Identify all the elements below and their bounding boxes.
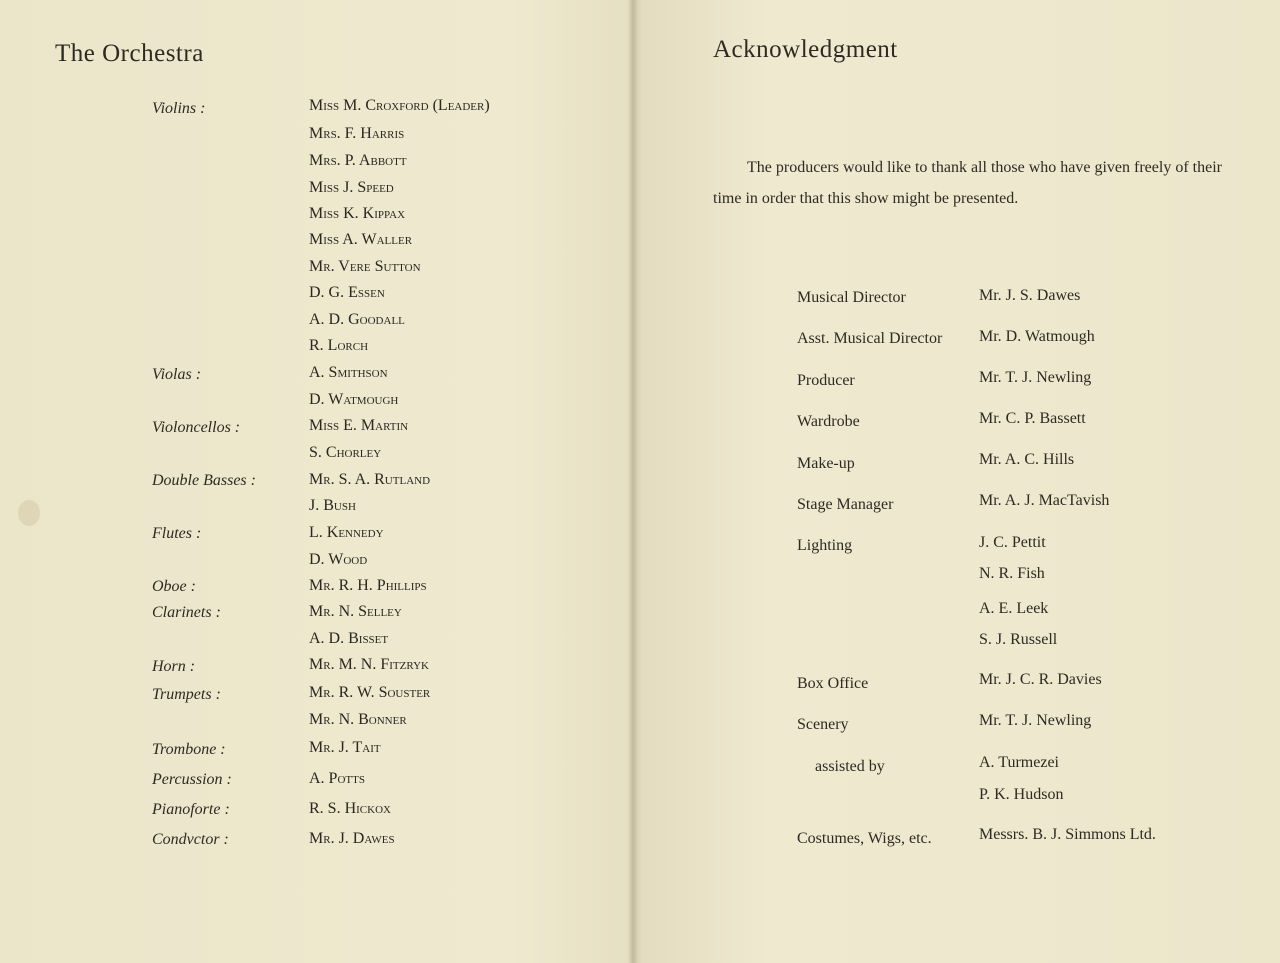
section-label: Percussion : xyxy=(152,771,232,788)
player-name: Mr. R. H. Phillips xyxy=(309,577,427,594)
section-label: Trombone : xyxy=(152,741,226,758)
credit-name: J. C. Pettit xyxy=(979,534,1046,551)
player-name: Mr. N. Bonner xyxy=(309,711,407,728)
credit-role: Asst. Musical Director xyxy=(797,330,943,347)
player-name: R. Lorch xyxy=(309,337,369,354)
section-label: Flutes : xyxy=(152,525,202,542)
player-name: R. S. Hickox xyxy=(309,800,391,817)
player-name: Mr. N. Selley xyxy=(309,603,402,620)
section-label: Double Basses : xyxy=(152,472,256,489)
acknowledgment-title: Acknowledgment xyxy=(713,36,898,63)
player-name: A. Potts xyxy=(309,770,365,787)
credit-name: Mr. J. C. R. Davies xyxy=(979,671,1102,688)
player-name: Mr. Vere Sutton xyxy=(309,258,421,275)
player-name: Miss M. Croxford (Leader) xyxy=(309,97,490,114)
player-name: Mrs. P. Abbott xyxy=(309,152,407,169)
credit-name: Mr. T. J. Newling xyxy=(979,712,1092,729)
credit-name: A. E. Leek xyxy=(979,600,1049,617)
section-label: Violins : xyxy=(152,100,206,117)
credit-role: Scenery xyxy=(797,716,849,733)
player-name: A. D. Goodall xyxy=(309,311,405,328)
credit-role: Lighting xyxy=(797,537,853,554)
credit-role: Wardrobe xyxy=(797,413,860,430)
player-name: Mr. J. Tait xyxy=(309,739,381,756)
credit-role: Costumes, Wigs, etc. xyxy=(797,830,932,847)
credit-name: S. J. Russell xyxy=(979,631,1058,648)
credit-role: assisted by xyxy=(815,758,885,775)
player-name: J. Bush xyxy=(309,497,356,514)
credit-name: Mr. A. J. MacTavish xyxy=(979,492,1110,509)
credit-role: Box Office xyxy=(797,675,869,692)
orchestra-title: The Orchestra xyxy=(55,40,204,67)
credit-name: N. R. Fish xyxy=(979,565,1045,582)
player-name: D. Watmough xyxy=(309,391,399,408)
credit-name: Mr. A. C. Hills xyxy=(979,451,1075,468)
section-label: Violoncellos : xyxy=(152,419,241,436)
section-label: Clarinets : xyxy=(152,604,221,621)
player-name: Miss E. Martin xyxy=(309,417,409,434)
credit-name: Mr. C. P. Bassett xyxy=(979,410,1086,427)
player-name: Mr. M. N. Fitzryk xyxy=(309,656,429,673)
player-name: Miss A. Waller xyxy=(309,231,413,248)
acknowledgment-intro: The producers would like to thank all those who have given freely of their time in order that this show might be presented. xyxy=(713,159,1222,207)
credit-role: Musical Director xyxy=(797,289,906,306)
credit-name: P. K. Hudson xyxy=(979,786,1064,803)
player-name: Miss K. Kippax xyxy=(309,205,406,222)
player-name: Mr. R. W. Souster xyxy=(309,684,431,701)
section-label: Pianoforte : xyxy=(152,801,230,818)
player-name: A. D. Bisset xyxy=(309,630,389,647)
credit-role: Producer xyxy=(797,372,855,389)
section-label: Horn : xyxy=(152,658,196,675)
section-label: Trumpets : xyxy=(152,686,221,703)
player-name: Mr. J. Dawes xyxy=(309,830,395,847)
section-label: Oboe : xyxy=(152,578,196,595)
player-name: S. Chorley xyxy=(309,444,382,461)
player-name: L. Kennedy xyxy=(309,524,384,541)
paper-stain xyxy=(18,500,40,526)
player-name: Mr. S. A. Rutland xyxy=(309,471,431,488)
credit-name: Mr. D. Watmough xyxy=(979,328,1095,345)
player-name: D. G. Essen xyxy=(309,284,385,301)
player-name: Mrs. F. Harris xyxy=(309,125,405,142)
page-gutter xyxy=(628,0,638,963)
credit-name: Messrs. B. J. Simmons Ltd. xyxy=(979,826,1156,843)
player-name: D. Wood xyxy=(309,551,368,568)
credit-name: Mr. J. S. Dawes xyxy=(979,287,1081,304)
section-label: Violas : xyxy=(152,366,202,383)
player-name: Miss J. Speed xyxy=(309,179,394,196)
player-name: A. Smithson xyxy=(309,364,388,381)
credit-name: Mr. T. J. Newling xyxy=(979,369,1092,386)
credit-role: Make-up xyxy=(797,455,855,472)
credit-role: Stage Manager xyxy=(797,496,894,513)
credit-name: A. Turmezei xyxy=(979,754,1059,771)
section-label: Condvctor : xyxy=(152,831,229,848)
